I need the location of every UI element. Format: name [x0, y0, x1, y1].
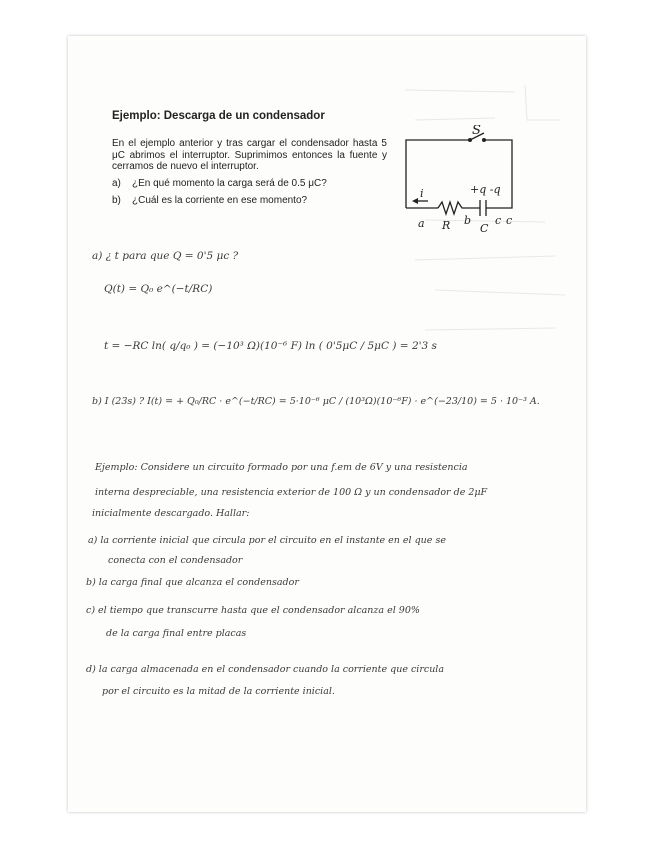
ex2-line-10: por el circuito es la mitad de la corriente inicial.	[102, 686, 335, 697]
ex2-line-7: c) el tiempo que transcurre hasta que el condensador alcanza el 90%	[86, 605, 420, 616]
example-title: Ejemplo: Descarga de un condensador	[112, 110, 325, 122]
question-b	[112, 195, 307, 206]
resistor-label: R	[442, 219, 451, 232]
wire-right	[484, 140, 512, 208]
resistor-symbol	[438, 202, 470, 214]
capacitor-label: C	[480, 222, 489, 235]
node-c-left-label: c	[495, 214, 502, 227]
switch-label: S	[472, 125, 481, 138]
ex2-line-2: interna despreciable, una resistencia exterior de 100 Ω y un condensador de 2μF	[95, 487, 488, 498]
ex2-line-3: inicialmente descargado. Hallar:	[92, 508, 250, 519]
capacitor-charges: +q -q	[470, 183, 501, 196]
ex2-line-5: conecta con el condensador	[108, 555, 243, 566]
example-statement: En el ejemplo anterior y tras cargar el condensador hasta 5 μC abrimos el interruptor. Suprimimos entonces la fuente y cerramos de nuevo el interruptor.	[112, 138, 387, 172]
capacitor-plates	[480, 200, 486, 216]
question-a-label: a)	[112, 178, 121, 189]
wire-left-top	[406, 140, 470, 208]
node-c-right-label: c	[506, 214, 513, 227]
question-b-label: b)	[112, 195, 121, 206]
current-label: i	[420, 187, 424, 200]
rc-circuit-diagram	[398, 125, 520, 237]
question-a-text: ¿En qué momento la carga será de 0.5 μC?	[132, 178, 327, 189]
handwritten-current-solution: b) I (23s) ? I(t) = + Q₀/RC · e^(−t/RC) = 5·10⁻⁶ μC / (10³Ω)(10⁻⁶F) · e^(−23/10) = 5 · 10⁻³ A.	[92, 396, 540, 407]
handwritten-question-a: a) ¿ t para que Q = 0'5 μc ?	[92, 250, 239, 262]
switch-contact-right	[482, 138, 486, 142]
ex2-line-9: d) la carga almacenada en el condensador cuando la corriente que circula	[86, 664, 445, 675]
ex2-line-4: a) la corriente inicial que circula por el circuito en el instante en el que se	[88, 535, 446, 546]
ex2-line-1: Ejemplo: Considere un circuito formado por una f.em de 6V y una resistencia	[95, 462, 468, 473]
node-a-label: a	[418, 217, 425, 230]
switch-contact-left	[468, 138, 472, 142]
current-arrowhead	[412, 198, 418, 204]
handwritten-time-solution: t = −RC ln( q/q₀ ) = (−10³ Ω)(10⁻⁶ F) ln ( 0'5μC / 5μC ) = 2'3 s	[104, 340, 437, 352]
node-b-label: b	[464, 214, 472, 227]
ex2-line-6: b) la carga final que alcanza el condensador	[86, 577, 299, 588]
ex2-line-8: de la carga final entre placas	[106, 628, 247, 639]
handwritten-discharge-equation: Q(t) = Q₀ e^(−t/RC)	[104, 283, 213, 295]
question-a	[112, 178, 327, 189]
question-b-text: ¿Cuál es la corriente en ese momento?	[132, 195, 308, 206]
